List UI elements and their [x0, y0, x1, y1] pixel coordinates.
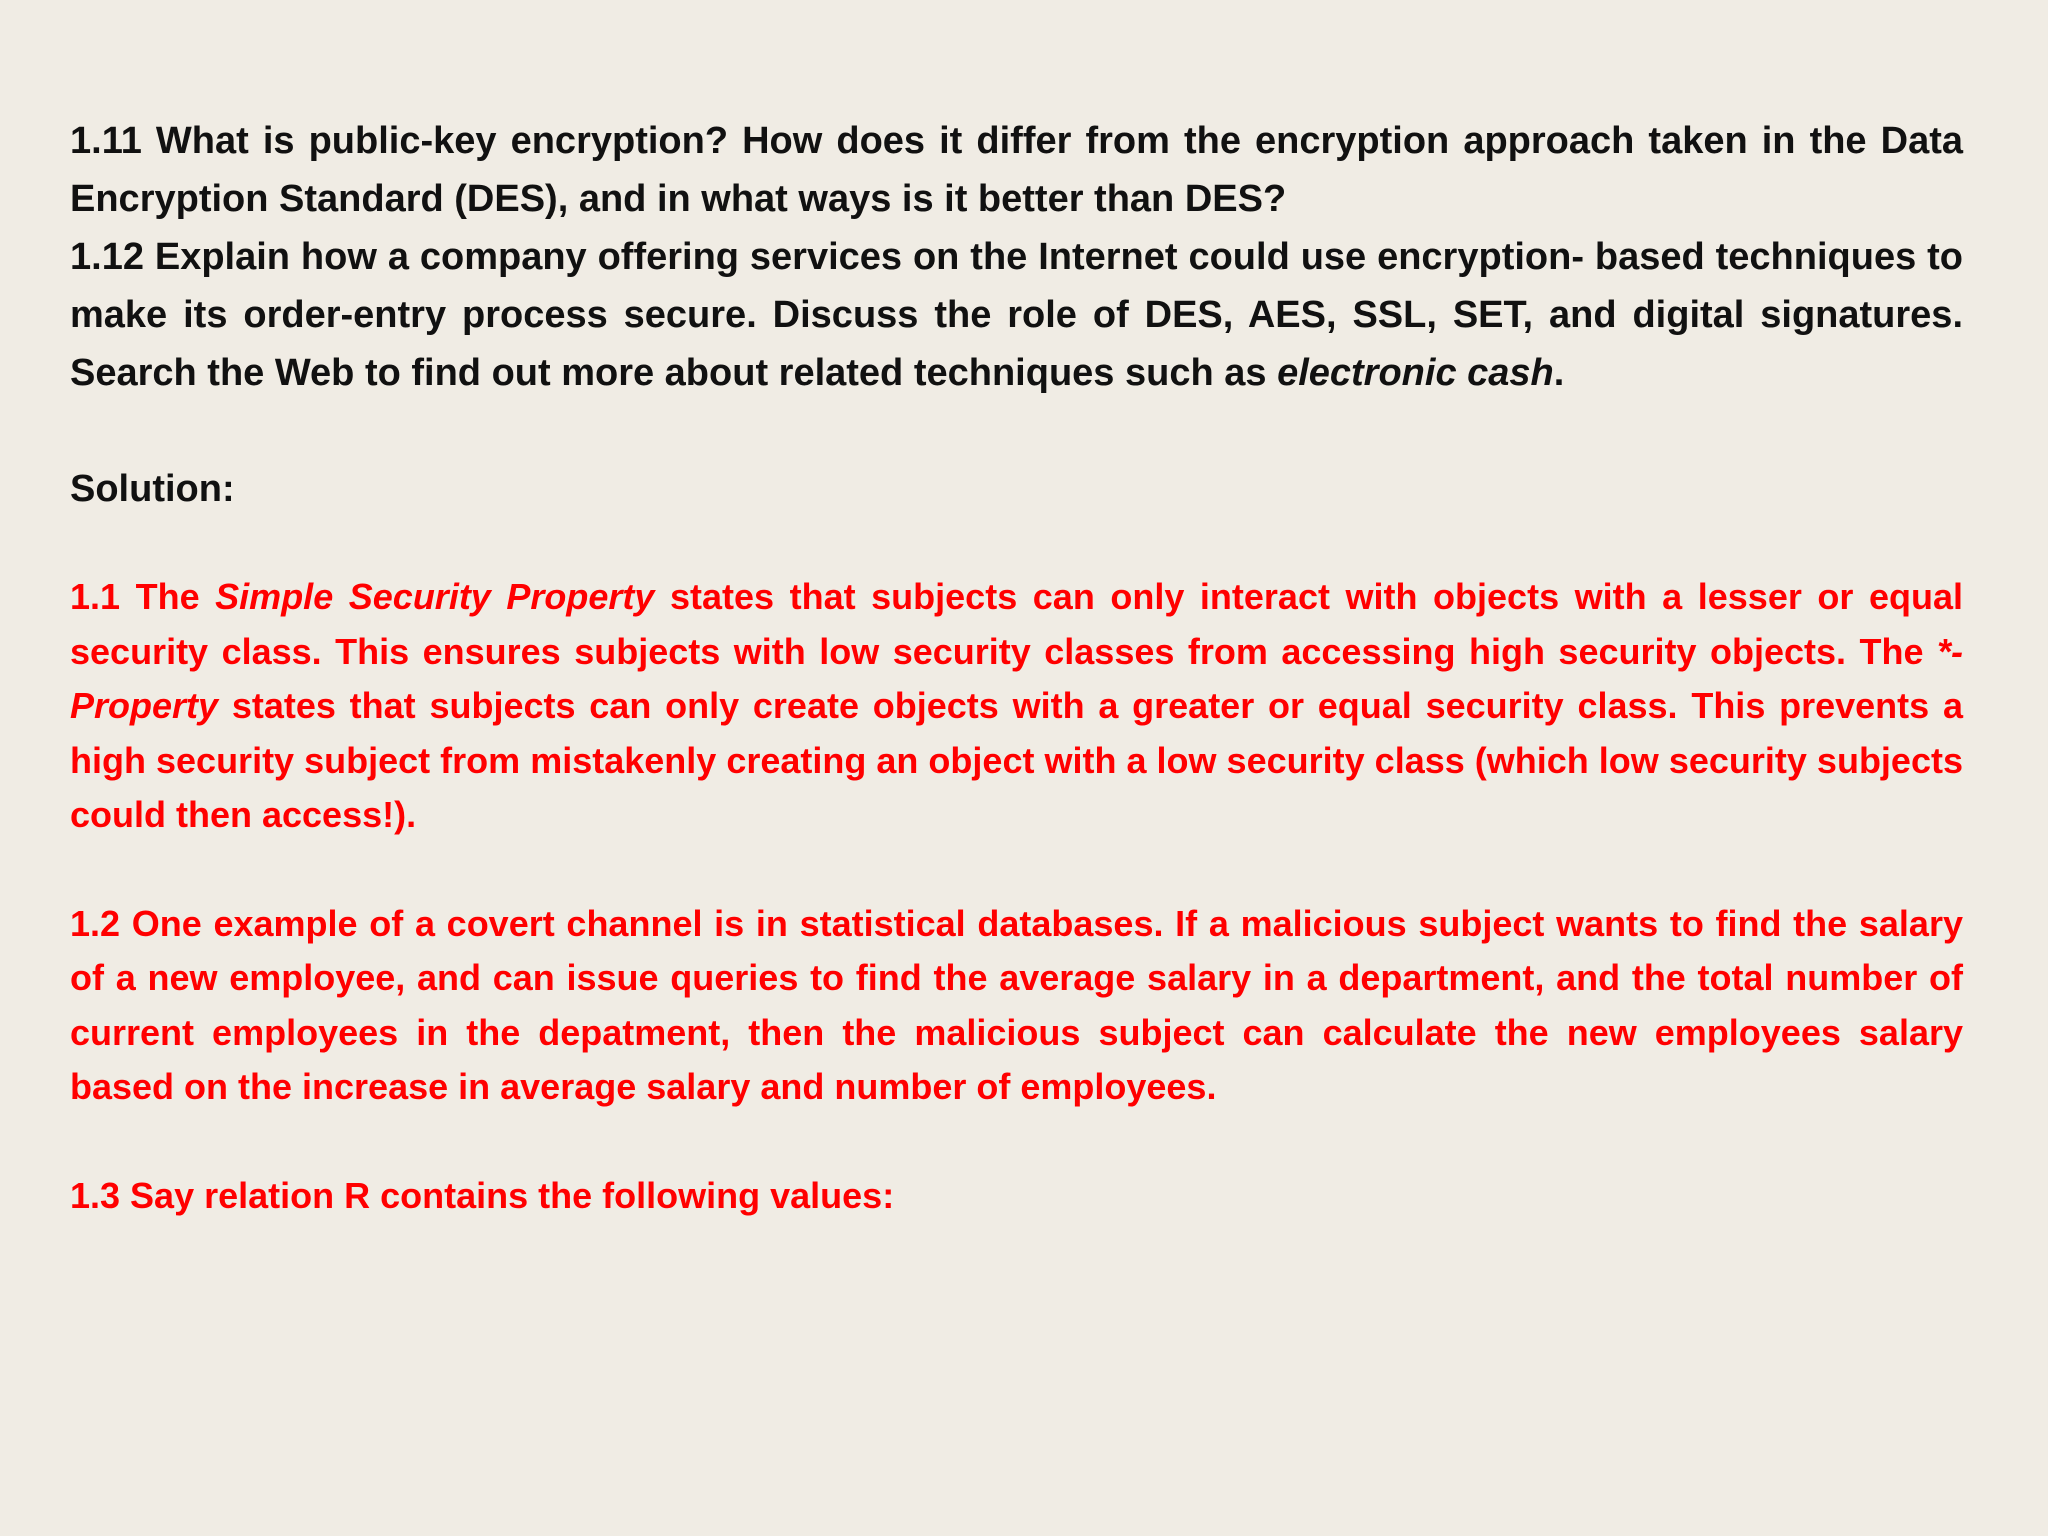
answer-1-1-part3: states that subjects can only create objects with a greater or equal security class. This prevents a high security subject from mistakenly creating an object with a low security class (which low security subjects could then access!). [70, 685, 1963, 835]
solution-heading: Solution: [70, 468, 235, 510]
answer-1-3-text: 1.3 Say relation R contains the following values: [70, 1174, 895, 1216]
answer-1-1-part2: states that subjects can only interact with objects with a lesser or equal security class. This ensures subjects with low security classes from accessing high security objects. The [70, 576, 1963, 672]
question-1-12-italic: electronic cash [1277, 352, 1554, 394]
answer-1-1-part1: 1.1 The [70, 576, 216, 617]
answer-1-1-italic2: *-Property [70, 630, 1963, 726]
question-1-11-text: 1.11 What is public-key encryption? How does it differ from the encryption approach taken in the Data Encryption Standard (DES), and in what ways is it better than DES? [70, 120, 1963, 220]
slide-content [70, 112, 1963, 1223]
question-1-12-end: . [1553, 352, 1565, 394]
answer-1-1 [70, 570, 1963, 843]
answer-1-2 [70, 897, 1963, 1115]
answer-1-3 [70, 1169, 1963, 1224]
question-1-12-text: 1.12 Explain how a company offering services on the Internet could use encryption- based techniques to make its order-entry process secure. Discuss the role of DES, AES, SSL, SET, and digital signatures. Search the Web to find out more about related techniques such as [70, 236, 1963, 394]
answer-1-2-text: 1.2 One example of a covert channel is in statistical databases. If a malicious subject wants to find the salary of a new employee, and can issue queries to find the average salary in a department, and the total number of current employees in the depatment, then the malicious subject can calculate the new employees salary based on the increase in average salary and number of employees. [70, 902, 1963, 1107]
question-1-11 [70, 112, 1963, 228]
answer-1-1-italic1: Simple Security Property [215, 576, 655, 617]
question-1-12 [70, 228, 1963, 402]
